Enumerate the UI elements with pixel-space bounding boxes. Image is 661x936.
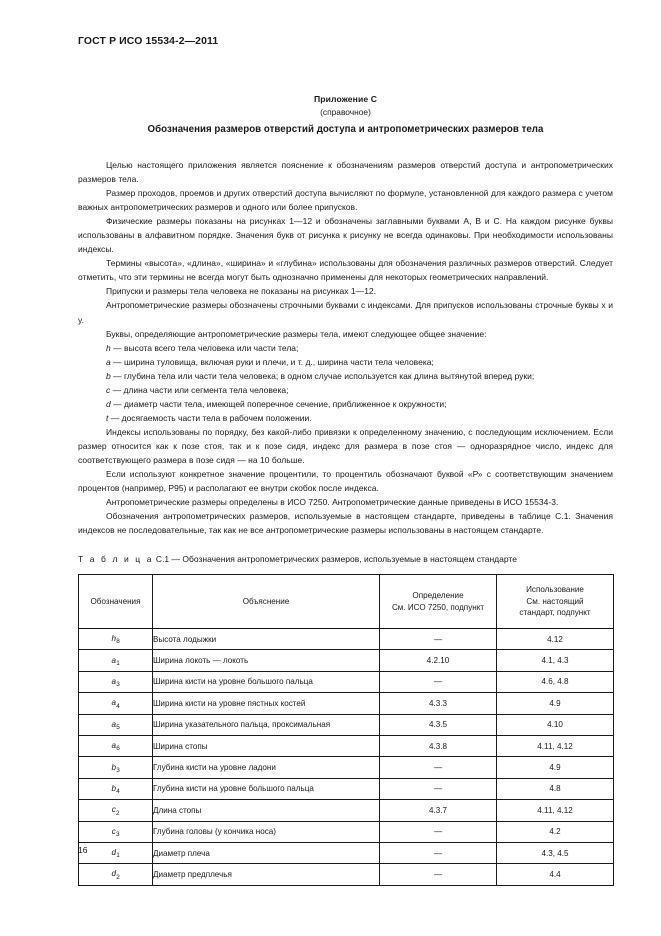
column-header-definition [380, 575, 497, 629]
cell-designation [79, 629, 153, 650]
table-caption [78, 554, 517, 564]
symbol-letter: b [111, 762, 116, 772]
table-header [79, 575, 614, 629]
cell-designation [79, 735, 153, 756]
cell-usage: 4.12 [497, 629, 614, 650]
cell-definition: 4.2.10 [380, 650, 497, 671]
cell-designation [79, 693, 153, 714]
table-row [79, 693, 614, 714]
paragraph: Целью настоящего приложения является пояснение к обозначениям размеров отверстий доступа и антропометрических размеров тела. [78, 160, 613, 185]
symbol-letter: d [111, 848, 116, 858]
paragraph: Обозначения антропометрических размеров, используемые в настоящем стандарте, приведены в таблице С.1. Значения индексов не последовательные, так как не все антропометрические размеры использованы в настоящем стандарте. [78, 511, 613, 536]
table-row [79, 800, 614, 821]
anthropometric-designations-table [78, 574, 614, 886]
cell-usage: 4.2 [497, 821, 614, 842]
cell-definition: — [380, 757, 497, 778]
cell-definition: — [380, 778, 497, 799]
cell-designation [79, 842, 153, 863]
column-header-line: Использование [526, 585, 584, 595]
symbol-index: 1 [116, 852, 120, 860]
cell-usage: 4.10 [497, 714, 614, 735]
definition-item [78, 397, 613, 411]
paragraph: Термины «высота», «длина», «ширина» и «глубина» использованы для обозначения различных размеров отверстий. Следует отметить, что эти термины не всегда могут быть однозначно применены для некоторых геометрических направлений. [78, 258, 613, 283]
paragraph: Индексы использованы по порядку, без какой-либо привязки к определенному значению, с последующим исключением. Если размер относится как к позе стоя, так и к позе сидя, индекс для размера в позе стоя — одноразрядное число, индекс для соответствующего размера в позе сидя — на 10 больше. [78, 426, 613, 465]
definition-text: — глубина тела или части тела человека; в одном случае используется как длина вытянутой вперед руки; [113, 370, 535, 381]
definition-text: — высота всего тела человека или части тела; [113, 342, 299, 353]
column-header-line: См. ИСО 7250, подпункт [391, 602, 485, 612]
table-caption-label: Т а б л и ц а [78, 554, 154, 564]
symbol-letter: c [111, 826, 116, 836]
definition-symbol: b [106, 370, 111, 381]
column-header-usage [497, 575, 614, 629]
definition-symbol: h [106, 342, 111, 353]
symbol-letter: a [111, 676, 116, 686]
symbol-index: 6 [116, 745, 120, 753]
page-number: 16 [78, 845, 88, 855]
cell-explanation: Длина стопы [153, 800, 380, 821]
cell-usage: 4.1, 4.3 [497, 650, 614, 671]
cell-explanation: Глубина головы (у кончика носа) [153, 821, 380, 842]
cell-usage: 4.4 [497, 864, 614, 885]
annex-heading-block [78, 93, 613, 119]
symbol-index: 1 [116, 659, 120, 667]
paragraph: Если используют конкретное значение процентили, то процентиль обозначают буквой «Р» с соответствующим значением процентов (например, Р95) и располагают ее внутри скобок после индекса. [78, 469, 613, 494]
cell-explanation: Диаметр предплечья [153, 864, 380, 885]
definition-text: — диаметр части тела, имеющей поперечное сечение, приближенное к окружности; [113, 398, 447, 409]
cell-designation [79, 757, 153, 778]
cell-explanation: Ширина локоть — локоть [153, 650, 380, 671]
cell-usage: 4.11, 4.12 [497, 800, 614, 821]
symbol-letter: a [111, 719, 116, 729]
symbol-letter: c [111, 805, 116, 815]
cell-definition: 4.3.7 [380, 800, 497, 821]
annex-title: Обозначения размеров отверстий доступа и антропометрических размеров тела [147, 124, 544, 135]
cell-designation [79, 778, 153, 799]
table-header-row [79, 575, 614, 629]
cell-designation [79, 714, 153, 735]
cell-definition: — [380, 842, 497, 863]
table-row [79, 842, 614, 863]
definition-item [78, 383, 613, 397]
column-header-line: Объяснение [242, 596, 290, 606]
symbol-index: 8 [116, 638, 120, 646]
annex-kind: (справочное) [320, 107, 371, 117]
body-text [78, 158, 613, 537]
paragraph: Размер проходов, проемов и других отверстий доступа вычисляют по формуле, установленной для каждого размера с учетом важных антропометрических размеров и одного или более припусков. [78, 188, 613, 213]
cell-definition: — [380, 864, 497, 885]
definition-symbol: d [106, 398, 111, 409]
definition-text: — досягаемость части тела в рабочем положении. [110, 412, 312, 423]
table-row [79, 714, 614, 735]
definition-item [78, 411, 613, 425]
symbol-letter: a [111, 698, 116, 708]
symbol-letter: h [111, 634, 116, 644]
table-container [78, 574, 613, 886]
table-row [79, 821, 614, 842]
cell-explanation: Ширина указательного пальца, проксимальная [153, 714, 380, 735]
definition-item [78, 355, 613, 369]
cell-usage: 4.3, 4.5 [497, 842, 614, 863]
cell-explanation: Глубина кисти на уровне большого пальца [153, 778, 380, 799]
paragraph: Буквы, определяющие антропометрические размеры тела, имеют следующее общее значение: [106, 328, 487, 339]
cell-definition: 4.3.5 [380, 714, 497, 735]
symbol-index: 4 [116, 702, 120, 710]
cell-designation [79, 650, 153, 671]
paragraph: Припуски и размеры тела человека не показаны на рисунках 1—12. [106, 286, 377, 297]
running-head-standard-number: ГОСТ Р ИСО 15534-2—2011 [78, 36, 219, 47]
table-row [79, 671, 614, 692]
definition-item [78, 369, 613, 383]
cell-definition: — [380, 821, 497, 842]
cell-designation [79, 800, 153, 821]
cell-explanation: Ширина кисти на уровне пястных костей [153, 693, 380, 714]
cell-explanation: Ширина стопы [153, 735, 380, 756]
cell-usage: 4.6, 4.8 [497, 671, 614, 692]
cell-definition: 4.3.8 [380, 735, 497, 756]
symbol-index: 5 [116, 723, 120, 731]
symbol-index: 2 [116, 873, 120, 881]
cell-usage: 4.11, 4.12 [497, 735, 614, 756]
paragraph: Антропометрические размеры определены в ИСО 7250. Антропометрические данные приведены в ИСО 15534-3. [106, 497, 559, 508]
cell-designation [79, 821, 153, 842]
cell-definition: — [380, 671, 497, 692]
table-row [79, 864, 614, 885]
cell-definition: 4.3.3 [380, 693, 497, 714]
cell-explanation: Высота лодыжки [153, 629, 380, 650]
cell-explanation: Диаметр плеча [153, 842, 380, 863]
definition-item [78, 341, 613, 355]
definition-symbol: a [106, 356, 111, 367]
cell-designation [79, 864, 153, 885]
paragraph: Антропометрические размеры обозначены строчными буквами с индексами. Для припусков использованы строчные буквы x и y. [78, 300, 613, 325]
column-header-line: См. настоящий [526, 596, 584, 606]
column-header-line: стандарт, подпункт [519, 608, 591, 618]
definition-symbol: t [106, 412, 109, 423]
table-row [79, 650, 614, 671]
definition-text: — ширина туловища, включая руки и плечи, и т. д., ширина части тела человека; [113, 356, 434, 367]
table-row [79, 629, 614, 650]
table-body [79, 629, 614, 886]
cell-usage: 4.9 [497, 693, 614, 714]
table-row [79, 757, 614, 778]
table-row [79, 778, 614, 799]
definition-text: — длина части или сегмента тела человека; [112, 384, 289, 395]
column-header-line: Обозначения [90, 596, 141, 606]
symbol-index: 3 [116, 830, 120, 838]
column-header-explanation [153, 575, 380, 629]
column-header-line: Определение [412, 590, 464, 600]
cell-designation [79, 671, 153, 692]
symbol-letter: d [111, 869, 116, 879]
symbol-index: 3 [116, 766, 120, 774]
paragraph: Физические размеры показаны на рисунках 1—12 и обозначены заглавными буквами A, B и C. На каждом рисунке буквы использованы в алфавитном порядке. Значения букв от рисунка к рисунку не всегда одинаковы. При необходимости использованы индексы. [78, 216, 613, 255]
cell-usage: 4.8 [497, 778, 614, 799]
definition-symbol: c [106, 384, 111, 395]
column-header-designation [79, 575, 153, 629]
symbol-index: 4 [116, 788, 120, 796]
symbol-index: 3 [116, 681, 120, 689]
symbol-letter: b [111, 783, 116, 793]
annex-label: Приложение С [314, 94, 377, 104]
cell-definition: — [380, 629, 497, 650]
symbol-letter: a [111, 741, 116, 751]
cell-explanation: Ширина кисти на уровне большого пальца [153, 671, 380, 692]
cell-explanation: Глубина кисти на уровне ладони [153, 757, 380, 778]
table-row [79, 735, 614, 756]
cell-usage: 4.9 [497, 757, 614, 778]
table-caption-text: С.1 — Обозначения антропометрических размеров, используемые в настоящем стандарте [153, 554, 517, 564]
symbol-letter: a [111, 655, 116, 665]
symbol-index: 2 [116, 809, 120, 817]
